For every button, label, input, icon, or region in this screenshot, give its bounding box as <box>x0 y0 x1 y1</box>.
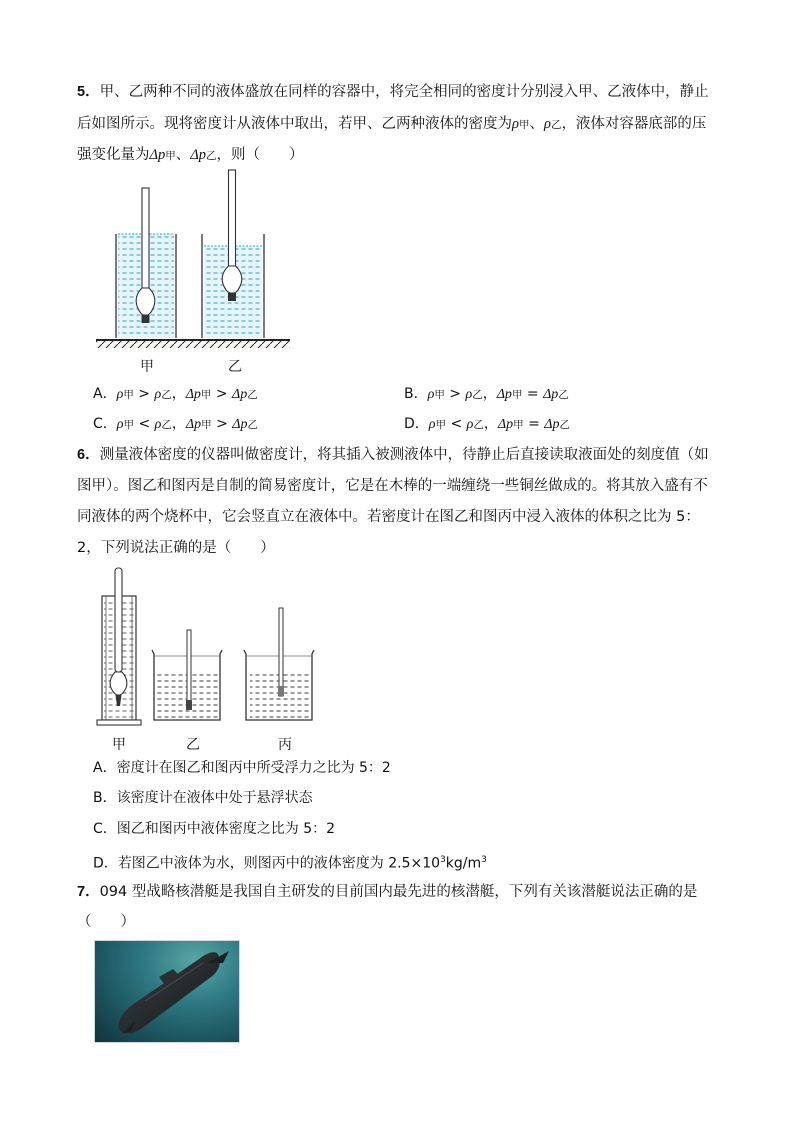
q6-option-c[interactable]: C．图乙和图丙中液体密度之比为 5：2 <box>93 821 336 837</box>
q5-label-yi: 乙 <box>228 359 242 375</box>
q6-figure-densimeters <box>94 564 316 730</box>
q5-container-jia <box>116 188 176 338</box>
q5-figure-hydrometers <box>94 168 294 358</box>
submarine-photo <box>94 940 240 1043</box>
q6-line-2: 图甲）。图乙和图丙是自制的简易密度计，它是在木棒的一端缠绕一些铜丝做成的。将其放入盛有不 <box>77 478 708 494</box>
q6-number: 6． <box>77 447 100 463</box>
q6-cylinder-jia <box>97 568 141 725</box>
q6-option-d[interactable]: D．若图乙中液体为水，则图丙中的液体密度为 $2.5\times 10^3kg/m^3$ <box>93 855 487 872</box>
q6-option-a[interactable]: A．密度计在图乙和图丙中所受浮力之比为 5：2 <box>93 760 391 776</box>
q6-label-bing: 丙 <box>278 737 292 753</box>
q5-line-3: 强变化量为Δp甲、Δp乙，则（ ） <box>77 147 304 163</box>
q6-line-4: 2，下列说法正确的是（ ） <box>77 540 275 556</box>
q7-number: 7． <box>77 884 100 900</box>
q5-label-jia: 甲 <box>140 359 154 375</box>
q6-option-b[interactable]: B．该密度计在液体中处于悬浮状态 <box>93 790 313 806</box>
q5-number: 5． <box>77 84 100 100</box>
q5-container-yi <box>202 170 264 338</box>
q6-label-jia: 甲 <box>112 737 126 753</box>
q7-line-1: 7．094 型战略核潜艇是我国自主研发的目前国内最先进的核潜艇，下列有关该潜艇说法正确的是 <box>77 884 698 900</box>
q6-label-yi: 乙 <box>186 737 200 753</box>
q5-option-a[interactable]: A．ρ甲 > ρ乙，Δp甲 > Δp乙 <box>93 386 258 402</box>
q6-beaker-yi <box>152 630 222 720</box>
q5-line-1: 5．甲、乙两种不同的液体盛放在同样的容器中，将完全相同的密度计分别浸入甲、乙液体中，静止 <box>77 84 709 100</box>
q5-option-c[interactable]: C．ρ甲 < ρ乙，Δp甲 > Δp乙 <box>93 416 258 432</box>
q5-option-b[interactable]: B．ρ甲 > ρ乙，Δp甲 = Δp乙 <box>404 386 569 402</box>
q5-option-d[interactable]: D．ρ甲 < ρ乙，Δp甲 = Δp乙 <box>404 416 570 432</box>
q6-line-3: 同液体的两个烧杯中，它会竖直立在液体中。若密度计在图乙和图丙中浸入液体的体积之比为 5： <box>77 509 700 525</box>
q7-line-2: （ ） <box>77 914 135 930</box>
q6-beaker-bing <box>244 608 314 720</box>
q5-line-2: 后如图所示。现将密度计从液体中取出，若甲、乙两种液体的密度为ρ甲、ρ乙，液体对容器底部的压 <box>77 116 707 132</box>
q6-line-1: 6．测量液体密度的仪器叫做密度计，将其插入被测液体中，待静止后直接读取液面处的刻度值（如 <box>77 447 709 463</box>
